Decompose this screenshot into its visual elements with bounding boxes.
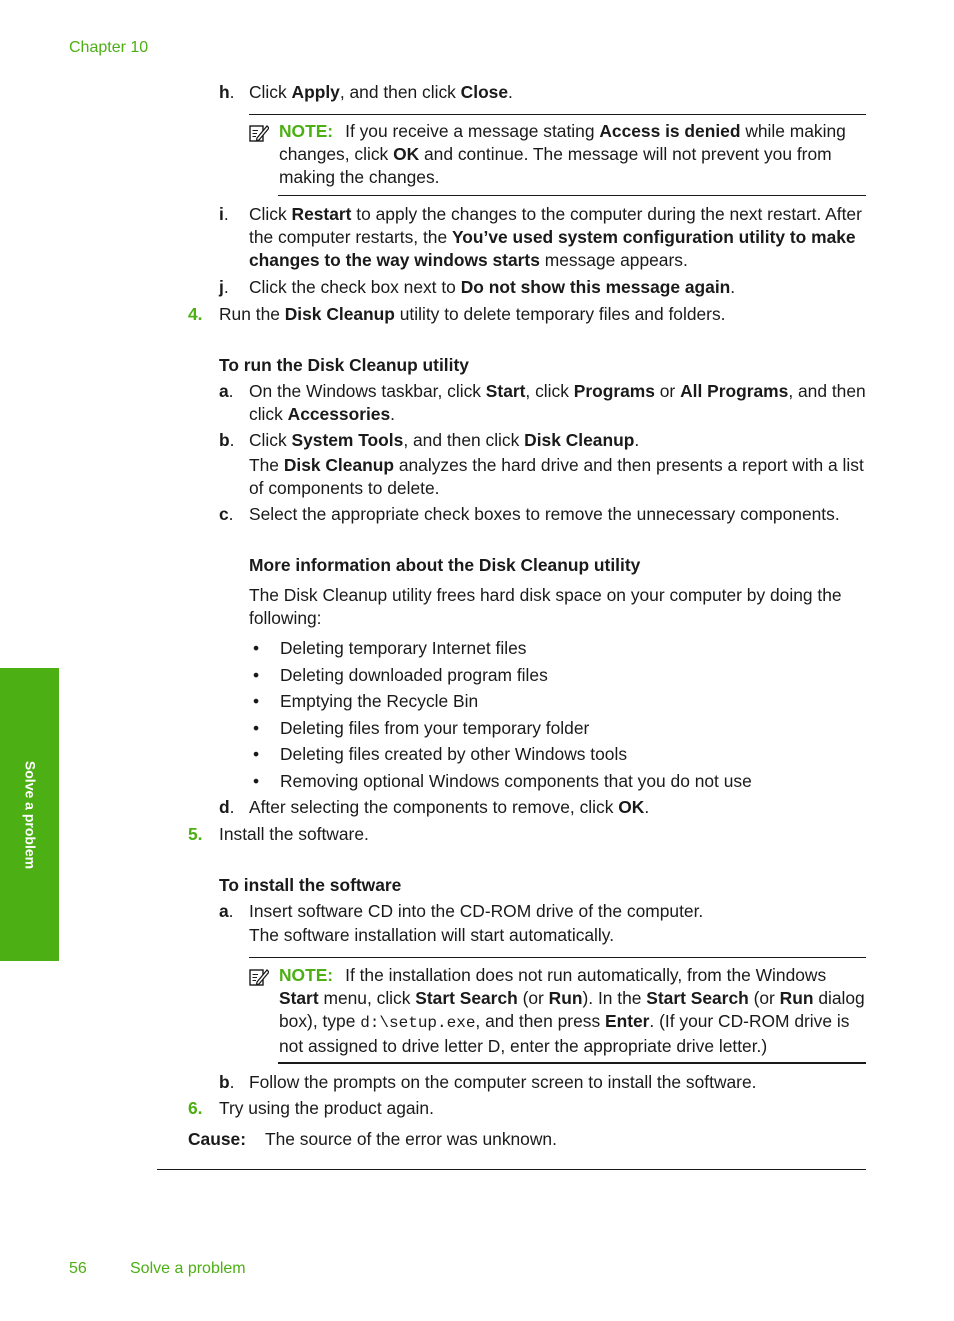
note-label: NOTE:: [279, 965, 334, 985]
disk-step-d: d. After selecting the components to remove, click OK.: [219, 797, 650, 817]
section-end-rule: [157, 1169, 866, 1170]
install-step-b: b. Follow the prompts on the computer screen to install the software.: [219, 1072, 757, 1092]
step-number: 6.: [188, 1098, 203, 1118]
step-label: c: [219, 504, 229, 524]
list-item: • Deleting temporary Internet files: [253, 638, 527, 658]
step-i: i. Click Restart to apply the changes to the computer during the next restart. After the computer restarts, the You’ve used system configuration utility to make changes to the way windows starts message appears.: [219, 204, 862, 270]
list-item: • Deleting downloaded program files: [253, 665, 548, 685]
step-label: b: [219, 1072, 230, 1092]
side-tab: [0, 668, 59, 961]
note-top-rule: [249, 957, 866, 958]
install-heading: To install the software: [219, 875, 402, 895]
list-item: • Emptying the Recycle Bin: [253, 691, 479, 711]
cause-label: Cause:: [188, 1129, 246, 1149]
step-number: 4.: [188, 304, 203, 324]
page-number: 56: [69, 1260, 87, 1277]
note-access-denied: NOTE: If you receive a message stating Access is denied while making changes, click OK and continue. The message will not prevent you from making the changes.: [249, 120, 866, 189]
step-label: i: [219, 204, 224, 224]
step-label: a: [219, 901, 229, 921]
step-label: d: [219, 797, 230, 817]
note-install: NOTE: If the installation does not run automatically, from the Windows Start menu, click Start Search (or Run). In the Start Search (or Run dialog box), type d:\setup.exe, and then press Enter. (If your CD-ROM drive is not assigned to drive letter D, enter the appropriate drive letter.): [249, 964, 866, 1058]
step-5: 5. Install the software.: [188, 824, 369, 844]
note-pencil-icon: [249, 123, 269, 143]
note-pencil-icon: [249, 967, 269, 987]
step-label: b: [219, 430, 230, 450]
note-bottom-rule: [278, 1062, 866, 1064]
footer-section: Solve a problem: [130, 1260, 246, 1277]
disk-step-a: a. On the Windows taskbar, click Start, click Programs or All Programs, and then click Accessories.: [219, 381, 866, 424]
note-label: NOTE:: [279, 121, 334, 141]
more-info-intro: The Disk Cleanup utility frees hard disk space on your computer by doing the following:: [249, 585, 842, 628]
step-number: 5.: [188, 824, 203, 844]
step-4: 4. Run the Disk Cleanup utility to delete temporary files and folders.: [188, 304, 726, 324]
list-item: • Deleting files from your temporary folder: [253, 718, 590, 738]
install-step-a: a. Insert software CD into the CD-ROM drive of the computer.: [219, 901, 704, 921]
install-step-a-detail: The software installation will start automatically.: [249, 925, 615, 945]
chapter-header: Chapter 10: [69, 39, 149, 56]
step-label: j: [219, 277, 224, 297]
step-6: 6. Try using the product again.: [188, 1098, 434, 1118]
step-label: h: [219, 82, 230, 102]
disk-cleanup-heading: To run the Disk Cleanup utility: [219, 355, 469, 375]
setup-command: d:\setup.exe: [360, 1014, 476, 1032]
step-label: a: [219, 381, 229, 401]
note-bottom-rule: [278, 195, 866, 196]
note-top-rule: [249, 114, 866, 115]
disk-step-b-detail: The Disk Cleanup analyzes the hard drive and then presents a report with a list of components to delete.: [249, 455, 864, 498]
cause: Cause: The source of the error was unknown.: [188, 1129, 557, 1149]
list-item: • Removing optional Windows components that you do not use: [253, 771, 752, 791]
step-h: h. Click Apply, and then click Close.: [219, 82, 513, 102]
disk-step-b: b. Click System Tools, and then click Disk Cleanup.: [219, 430, 640, 450]
list-item: • Deleting files created by other Windows tools: [253, 744, 628, 764]
disk-step-c: c. Select the appropriate check boxes to remove the unnecessary components.: [219, 504, 840, 524]
more-info-heading: More information about the Disk Cleanup utility: [249, 555, 641, 575]
side-tab-label: Solve a problem: [22, 760, 38, 869]
step-j: j. Click the check box next to Do not show this message again.: [219, 277, 736, 297]
